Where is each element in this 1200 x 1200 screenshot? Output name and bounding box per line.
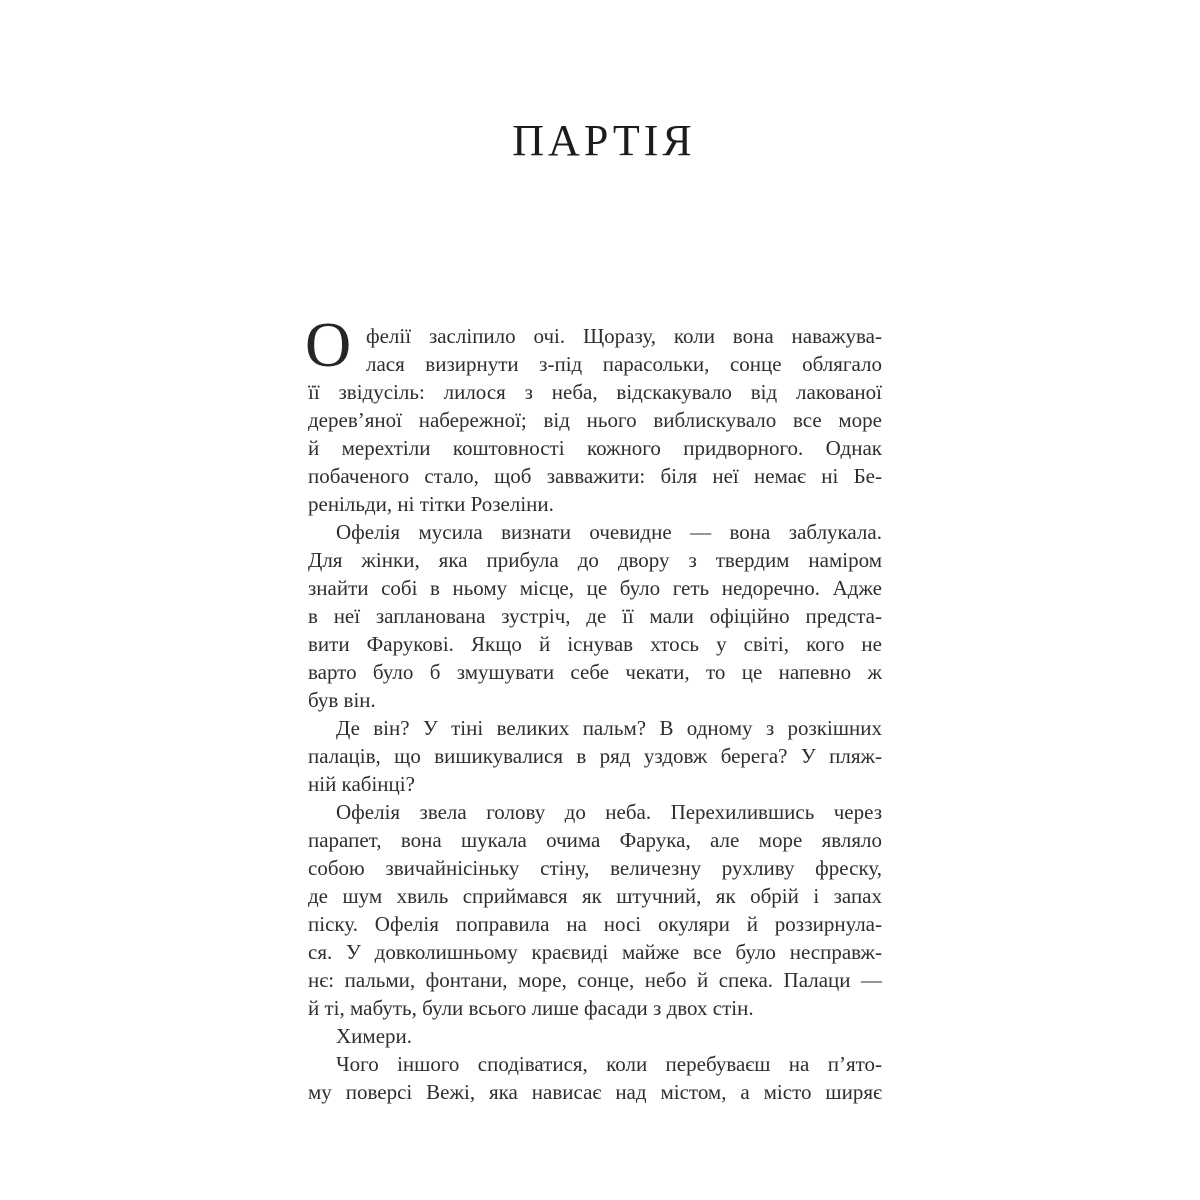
text-line: Офелія мусила визнати очевидне — вона заблукала. bbox=[336, 520, 882, 544]
drop-cap-letter: О bbox=[305, 309, 352, 380]
text-line: собою звичайнісіньку стіну, величезну рухливу фреску, bbox=[308, 856, 882, 880]
text-line: му поверсі Вежі, яка нависає над містом, а місто ширяє bbox=[308, 1080, 882, 1104]
text-line: й мерехтіли коштовності кожного придворного. Однак bbox=[308, 436, 882, 460]
text-line: варто було б змушувати себе чекати, то це напевно ж bbox=[308, 660, 882, 684]
text-line: ся. У довколишньому краєвиді майже все було несправж- bbox=[308, 940, 882, 964]
text-line: парапет, вона шукала очима Фарука, але море являло bbox=[308, 828, 882, 852]
text-line: палаців, що вишикувалися в ряд уздовж берега? У пляж- bbox=[308, 744, 882, 768]
paragraph bbox=[308, 1022, 882, 1050]
text-line: був він. bbox=[308, 688, 376, 712]
text-line: її звідусіль: лилося з неба, відскакувало від лакованої bbox=[308, 380, 882, 404]
text-line: Чого іншого сподіватися, коли перебуваєш на п’ято- bbox=[336, 1052, 882, 1076]
paragraph bbox=[308, 1050, 882, 1106]
text-line: й ті, мабуть, були всього лише фасади з двох стін. bbox=[308, 996, 754, 1020]
text-line: Де він? У тіні великих пальм? В одному з розкішних bbox=[336, 716, 882, 740]
text-line: нє: пальми, фонтани, море, сонце, небо й спека. Палаци — bbox=[308, 968, 882, 992]
text-line: Офелія звела голову до неба. Перехилившись через bbox=[336, 800, 882, 824]
paragraph bbox=[308, 518, 882, 714]
text-line: Для жінки, яка прибула до двору з твердим наміром bbox=[308, 548, 882, 572]
text-line: Химери. bbox=[336, 1024, 413, 1048]
text-line: знайти собі в ньому місце, це було геть недоречно. Адже bbox=[308, 576, 882, 600]
paragraph bbox=[308, 714, 882, 798]
chapter-title: ПАРТІЯ bbox=[512, 116, 696, 165]
text-line: фелії засліпило очі. Щоразу, коли вона наважува- bbox=[366, 324, 882, 348]
text-line: ренільди, ні тітки Розеліни. bbox=[308, 492, 554, 516]
text-line: вити Фарукові. Якщо й існував хтось у світі, кого не bbox=[308, 632, 882, 656]
paragraph bbox=[308, 798, 882, 1022]
text-line: ній кабінці? bbox=[308, 772, 415, 796]
text-line: в неї запланована зустріч, де її мали офіційно предста- bbox=[308, 604, 882, 628]
body-text bbox=[305, 309, 882, 1106]
text-line: лася визирнути з-під парасольки, сонце облягало bbox=[366, 352, 882, 376]
text-line: піску. Офелія поправила на носі окуляри й роззирнула- bbox=[308, 912, 882, 936]
paragraph bbox=[308, 322, 882, 518]
text-line: побаченого стало, щоб завважити: біля неї немає ні Бе- bbox=[308, 464, 882, 488]
text-line: дерев’яної набережної; від нього виблискувало все море bbox=[308, 408, 882, 432]
text-line: де шум хвиль сприймався як штучний, як обрій і запах bbox=[308, 884, 882, 908]
